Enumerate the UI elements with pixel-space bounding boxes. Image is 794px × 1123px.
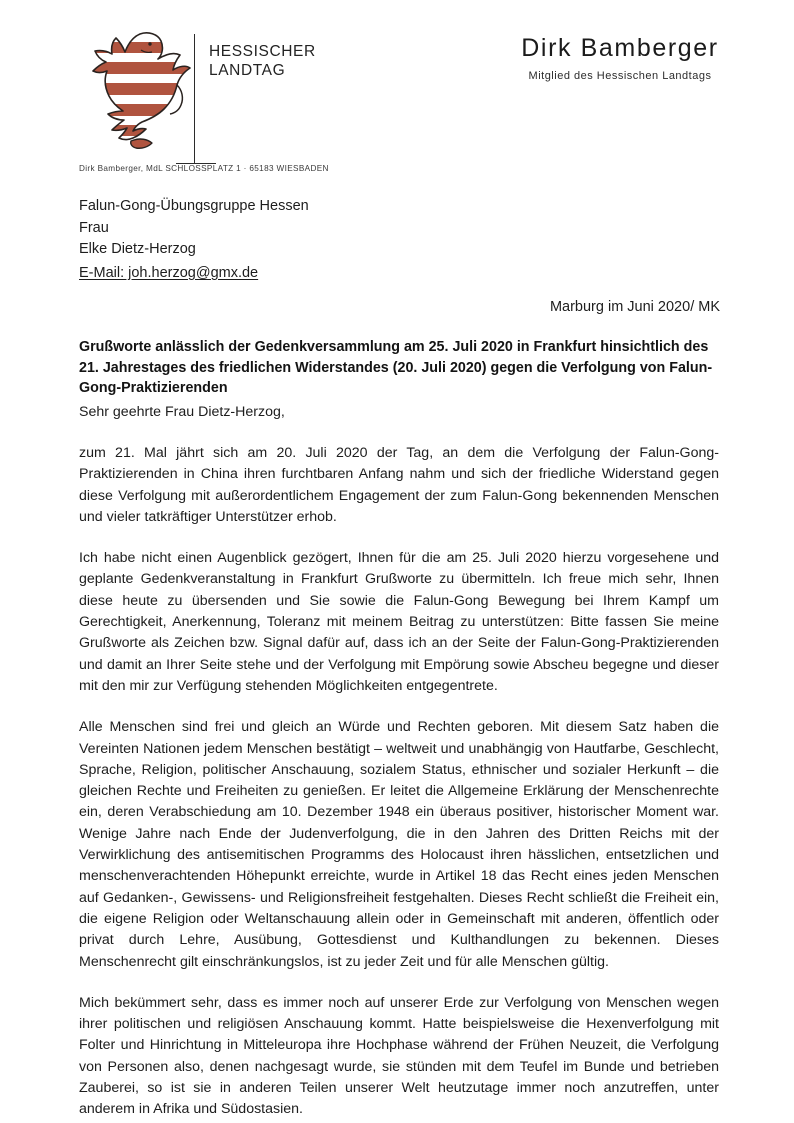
body-paragraph-1: zum 21. Mal jährt sich am 20. Juli 2020 der Tag, an dem die Verfolgung der Falun-Gong-Praktizierenden in China ihren furchtbaren Anfang nahm und sich der friedliche Widerstand gegen diese Verfolgung mit außerordentlichem Engagement der zum Falun-Gong bekennenden Menschen und vieler tatkräftiger Unterstützer erhob. [79,445,719,525]
recipient-address [79,196,309,261]
sender-name: Dirk Bamberger [521,34,719,62]
hessischer-landtag-logo [78,28,398,163]
body-paragraph-2: Ich habe nicht einen Augenblick gezögert, Ihnen für die am 25. Juli 2020 hierzu vorgesehene und geplante Gedenkveranstaltung in Frankfurt Grußworte zu übermitteln. Ich freue mich sehr, Ihnen diese heute zu übersenden und Sie sowie die Falun-Gong Bewegung bei Ihrem Kampf um Gerechtigkeit, Anerkennung, Toleranz mit meinem Beitrag zu unterstützen: Bitte fassen Sie meine Grußworte als Zeichen bzw. Signal dafür auf, dass ich an der Seite der Falun-Gong-Praktizierenden und damit an Ihrer Seite stehe und der Verfolgung mit Empörung sowie Abscheu begegne und dieser mit den mir zur Verfügung stehenden Möglichkeiten entgegentrete. [79,550,719,694]
sender-return-address: Dirk Bamberger, MdL SCHLOSSPLATZ 1 · 65183 WIESBADEN [79,164,329,173]
recipient-salutation-title: Frau [79,219,109,236]
sender-role: Mitglied des Hessischen Landtags [528,70,712,82]
logo-vertical-divider [194,34,195,164]
logo-wordmark-line2: LANDTAG [209,62,286,79]
date-location-line: Marburg im Juni 2020/ MK [549,299,720,315]
recipient-organization: Falun-Gong-Übungsgruppe Hessen [79,198,309,214]
body-paragraph-3: Alle Menschen sind frei und gleich an Würde und Rechten geboren. Mit diesem Satz haben die Vereinten Nationen jedem Menschen bestätigt – weltweit und unabhängig von Hautfarbe, Geschlecht, Sprache, Religion, politischer Anschauung, sozialem Status, ethnischer und sozialer Herkunft – die gleichen Rechte und Freiheiten zu genießen. Er leitet die Allgemeine Erklärung der Menschenrechte ein, deren Verabschiedung am 10. Dezember 1948 ein überaus positiver, historischer Moment war. Wenige Jahre nach Ende der Judenverfolgung, die in den Jahren des Dritten Reichs mit der Verwirklichung des antisemitischen Programms des Holocaust ihren hässlichen, entsetzlichen und menschenverachtenden Höhepunkt erreichte, wurde in Artikel 18 das Recht eines jeden Menschen auf Gedanken-, Gewissens- und Religionsfreiheit festgehalten. Dieses Recht schließt die Freiheit ein, die eigene Religion oder Weltanschauung allein oder in Gemeinschaft mit anderen, öffentlich oder privat durch Lehre, Ausübung, Gottesdienst und Kulthandlungen zu bekennen. Dieses Menschenrecht gilt einschränkungslos, ist zu jeder Zeit und für alle Menschen gültig. [79,719,719,970]
body-paragraph-4: Mich bekümmert sehr, dass es immer noch auf unserer Erde zur Verfolgung von Menschen wegen ihrer politischen und religiösen Anschauung kommt. Hatte beispielsweise die Hexenverfolgung mit Folter und Hinrichtung in Mitteleuropa ihre Hochphase während der Frühen Neuzeit, die Verfolgung von Personen also, denen nachgesagt wurde, sie stünden mit dem Teufel im Bunde und betrieben Zauberei, so ist sie in anderen Teilen unserer Welt heutzutage immer noch anzutreffen, unter anderem in Afrika und Südostasien. [79,994,719,1118]
letterhead [0,0,794,190]
logo-wordmark-line1: HESSISCHER [209,43,316,60]
recipient-email[interactable]: E-Mail: joh.herzog@gmx.de [79,265,259,281]
sender-name-block [470,34,770,82]
letter-salutation: Sehr geehrte Frau Dietz-Herzog, [79,404,285,420]
letter-subject: Grußworte anlässlich der Gedenkversammlung am 25. Juli 2020 in Frankfurt hinsichtlich des 21. Jahrestages des friedlichen Widerstandes (20. Juli 2020) gegen die Verfolgung von Falun-Gong-Praktizierenden [79,339,713,396]
lion-coat-of-arms-icon [78,28,193,156]
recipient-name: Elke Dietz-Herzog [79,241,196,257]
letter-body [79,443,719,1121]
logo-wordmark [209,42,316,80]
